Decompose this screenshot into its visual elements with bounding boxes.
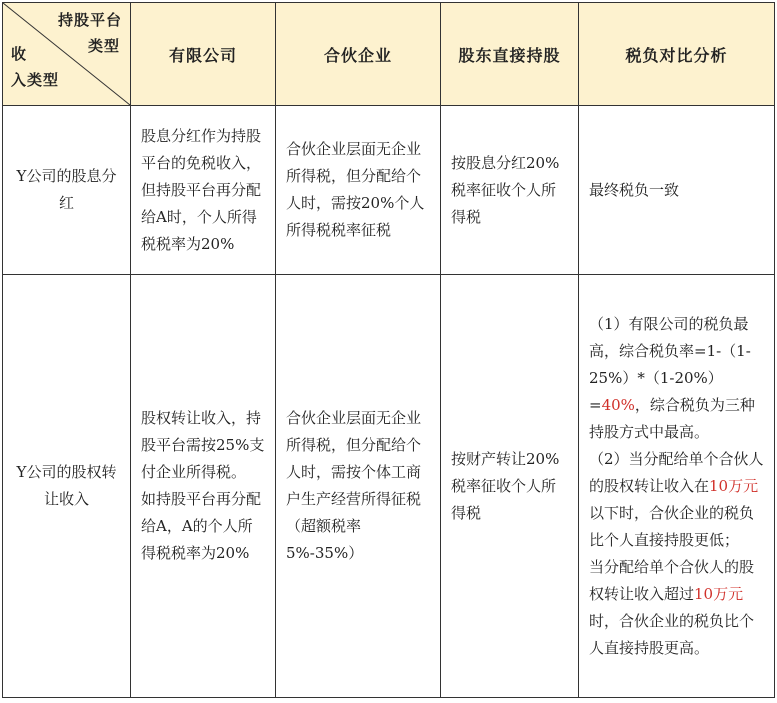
company-equity-para-1: 股权转让收入，持股平台需按25%支付企业所得税。: [141, 409, 265, 481]
analysis-p2-text-end: 以下时，合伙企业的税负比个人直接持股更低；: [589, 503, 755, 549]
analysis-para-3: [589, 554, 764, 662]
cell-partnership-dividend: 合伙企业层面无企业所得税，但分配给个人时，需按20%个人所得税税率征税: [276, 106, 441, 275]
analysis-p2-highlight: 10万元: [709, 476, 759, 495]
cell-analysis-equity: [579, 275, 775, 698]
cell-company-dividend: 股息分红作为持股平台的免税收入，但持股平台再分配给A时，个人所得税税率为20%: [131, 106, 276, 275]
corner-income-type-label: 入类型: [11, 71, 60, 89]
company-equity-para-2: 如持股平台再分配给A，A的个人所得税税率为20%: [141, 490, 262, 562]
diagonal-header-cell: [3, 3, 131, 106]
analysis-p1-text: （1）有限公司的税负最高，综合税负率=1-（1-25%）*（1-20%）=: [589, 314, 751, 414]
table-row: [3, 106, 775, 275]
header-row: [3, 3, 775, 106]
cell-direct-equity: 按财产转让20%税率征收个人所得税: [441, 275, 579, 698]
header-company: 有限公司: [131, 3, 276, 106]
analysis-p1-text-end: ，综合税负为三种持股方式中最高。: [589, 395, 755, 441]
cell-analysis-dividend: 最终税负一致: [579, 106, 775, 275]
analysis-para-1: [589, 311, 764, 446]
corner-platform-label: 持股平台: [57, 11, 122, 29]
cell-company-equity: [131, 275, 276, 698]
header-analysis: 税负对比分析: [579, 3, 775, 106]
cell-partnership-equity: 合伙企业层面无企业所得税，但分配给个人时，需按个体工商户生产经营所得征税（超额税率5%-35%）: [276, 275, 441, 698]
analysis-p3-text: 当分配给单个合伙人的股权转让收入超过: [589, 557, 755, 603]
row-label-equity-transfer: Y公司的股权转让收入: [3, 275, 131, 698]
corner-income-label: 收: [11, 45, 28, 63]
cell-direct-dividend: 按股息分红20%税率征收个人所得税: [441, 106, 579, 275]
tax-comparison-table: [2, 2, 775, 698]
analysis-p3-highlight: 10万元: [694, 584, 744, 603]
analysis-p3-text-end: 时，合伙企业的税负比个人直接持股更高。: [589, 611, 755, 657]
table-row: [3, 275, 775, 698]
analysis-para-2: [589, 446, 764, 554]
header-partnership: 合伙企业: [276, 3, 441, 106]
header-direct: 股东直接持股: [441, 3, 579, 106]
corner-type-label: 类型: [87, 37, 120, 55]
analysis-p2-text: （2）当分配给单个合伙人的股权转让收入在: [589, 449, 764, 495]
analysis-p1-highlight: 40%: [601, 395, 635, 414]
row-label-dividend: Y公司的股息分红: [3, 106, 131, 275]
